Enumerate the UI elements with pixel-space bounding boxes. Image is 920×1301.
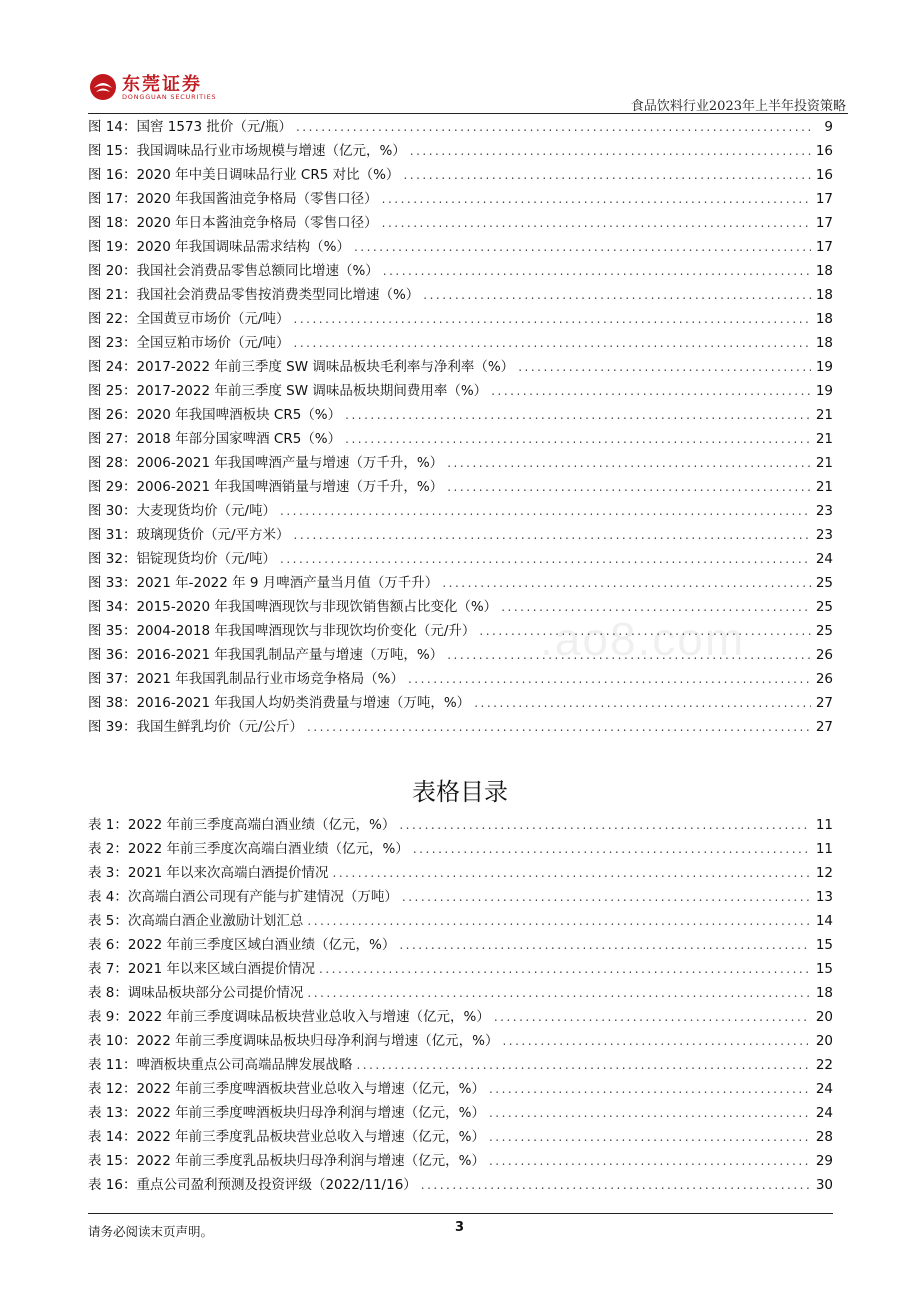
toc-dot-leader xyxy=(294,307,811,331)
toc-dot-leader xyxy=(307,981,811,1005)
toc-entry-label[interactable]: 表 15：2022 年前三季度乳品板块归母净利润与增速（亿元，%） xyxy=(88,1153,485,1169)
toc-dot-leader xyxy=(319,957,811,981)
toc-entry-page[interactable]: 18 xyxy=(815,311,833,327)
tables-toc xyxy=(88,813,833,1197)
footer-divider xyxy=(88,1213,833,1214)
toc-entry-label[interactable]: 表 7：2021 年以来区域白酒提价情况 xyxy=(88,961,316,977)
report-title: 食品饮料行业2023年上半年投资策略 xyxy=(630,99,846,114)
toc-entry-page[interactable]: 23 xyxy=(815,527,833,543)
toc-dot-leader xyxy=(442,571,811,595)
toc-entry-page[interactable]: 18 xyxy=(815,263,833,279)
toc-dot-leader xyxy=(354,235,811,259)
toc-entry-page[interactable]: 16 xyxy=(815,143,833,159)
figure-toc-entry[interactable] xyxy=(88,667,833,691)
toc-entry-label[interactable]: 表 6：2022 年前三季度区域白酒业绩（亿元，%） xyxy=(88,937,396,953)
toc-entry-page[interactable]: 12 xyxy=(815,865,833,881)
toc-entry-page[interactable]: 23 xyxy=(815,503,833,519)
toc-entry-label[interactable]: 图 21：我国社会消费品零售按消费类型同比增速（%） xyxy=(88,287,420,303)
toc-entry-label[interactable]: 表 8：调味品板块部分公司提价情况 xyxy=(88,985,304,1001)
toc-entry-label[interactable]: 图 28：2006-2021 年我国啤酒产量与增速（万千升，%） xyxy=(88,455,444,471)
toc-dot-leader xyxy=(294,331,811,355)
toc-dot-leader xyxy=(382,187,811,211)
footer-disclaimer: 请务必阅读末页声明。 xyxy=(88,1224,214,1239)
toc-entry-label[interactable]: 图 39：我国生鲜乳均价（元/公斤） xyxy=(88,719,304,735)
toc-entry-page[interactable]: 19 xyxy=(815,383,833,399)
table-toc-entry[interactable] xyxy=(88,1149,833,1173)
toc-entry-page[interactable]: 20 xyxy=(815,1009,833,1025)
toc-entry-page[interactable]: 21 xyxy=(815,479,833,495)
toc-entry-label[interactable]: 图 20：我国社会消费品零售总额同比增速（%） xyxy=(88,263,379,279)
toc-entry-label[interactable]: 图 16：2020 年中美日调味品行业 CR5 对比（%） xyxy=(88,167,400,183)
toc-entry-label[interactable]: 图 27：2018 年部分国家啤酒 CR5（%） xyxy=(88,431,342,447)
toc-entry-page[interactable]: 13 xyxy=(815,889,833,905)
toc-entry-page[interactable]: 9 xyxy=(824,119,833,135)
page-header xyxy=(88,68,848,114)
table-toc-entry[interactable] xyxy=(88,1101,833,1125)
toc-entry-page[interactable]: 18 xyxy=(815,287,833,303)
toc-dot-leader xyxy=(403,163,811,187)
toc-entry-page[interactable]: 17 xyxy=(815,239,833,255)
toc-entry-label[interactable]: 表 16：重点公司盈利预测及投资评级（2022/11/16） xyxy=(88,1177,417,1193)
figure-toc-entry[interactable] xyxy=(88,475,833,499)
toc-dot-leader xyxy=(494,1005,811,1029)
toc-entry-label[interactable]: 图 19：2020 年我国调味品需求结构（%） xyxy=(88,239,350,255)
toc-entry-label[interactable]: 表 1：2022 年前三季度高端白酒业绩（亿元，%） xyxy=(88,817,396,833)
toc-entry-label[interactable]: 图 37：2021 年我国乳制品行业市场竞争格局（%） xyxy=(88,671,404,687)
toc-dot-leader xyxy=(333,861,811,885)
logo-emblem-icon xyxy=(88,72,118,102)
toc-entry-label[interactable]: 图 24：2017-2022 年前三季度 SW 调味品板块毛利率与净利率（%） xyxy=(88,359,515,375)
toc-dot-leader xyxy=(447,475,811,499)
toc-entry-label[interactable]: 表 3：2021 年以来次高端白酒提价情况 xyxy=(88,865,329,881)
toc-entry-page[interactable]: 11 xyxy=(815,817,833,833)
toc-entry-label[interactable]: 表 13：2022 年前三季度啤酒板块归母净利润与增速（亿元，%） xyxy=(88,1105,485,1121)
figure-toc-entry[interactable] xyxy=(88,691,833,715)
toc-dot-leader xyxy=(413,837,811,861)
figure-toc-entry[interactable] xyxy=(88,379,833,403)
toc-dot-leader xyxy=(280,547,811,571)
toc-entry-page[interactable]: 26 xyxy=(815,671,833,687)
toc-entry-label[interactable]: 图 33：2021 年-2022 年 9 月啤酒产量当月值（万千升） xyxy=(88,575,439,591)
toc-entry-page[interactable]: 24 xyxy=(815,551,833,567)
toc-dot-leader xyxy=(408,667,811,691)
toc-entry-page[interactable]: 28 xyxy=(815,1129,833,1145)
figure-toc-entry[interactable] xyxy=(88,187,833,211)
toc-entry-label[interactable]: 图 38：2016-2021 年我国人均奶类消费量与增速（万吨，%） xyxy=(88,695,471,711)
figure-toc-entry[interactable] xyxy=(88,571,833,595)
figure-toc-entry[interactable] xyxy=(88,715,833,739)
toc-dot-leader xyxy=(280,499,811,523)
toc-dot-leader xyxy=(489,1149,811,1173)
figure-toc-entry[interactable] xyxy=(88,331,833,355)
figure-toc-entry[interactable] xyxy=(88,211,833,235)
toc-entry-page[interactable]: 29 xyxy=(815,1153,833,1169)
toc-dot-leader xyxy=(399,813,811,837)
toc-entry-page[interactable]: 22 xyxy=(815,1057,833,1073)
toc-entry-label[interactable]: 表 4：次高端白酒公司现有产能与扩建情况（万吨） xyxy=(88,889,398,905)
toc-entry-label[interactable]: 图 29：2006-2021 年我国啤酒销量与增速（万千升，%） xyxy=(88,479,444,495)
toc-entry-label[interactable]: 图 32：铝锭现货均价（元/吨） xyxy=(88,551,277,567)
toc-entry-page[interactable]: 20 xyxy=(815,1033,833,1049)
toc-entry-page[interactable]: 26 xyxy=(815,647,833,663)
toc-entry-label[interactable]: 图 30：大麦现货均价（元/吨） xyxy=(88,503,277,519)
table-toc-entry[interactable] xyxy=(88,885,833,909)
toc-entry-page[interactable]: 14 xyxy=(815,913,833,929)
toc-entry-page[interactable]: 27 xyxy=(815,719,833,735)
toc-entry-page[interactable]: 27 xyxy=(815,695,833,711)
toc-dot-leader xyxy=(307,715,811,739)
toc-entry-label[interactable]: 图 15：我国调味品行业市场规模与增速（亿元，%） xyxy=(88,143,406,159)
toc-dot-leader xyxy=(474,691,811,715)
toc-dot-leader xyxy=(489,1125,811,1149)
toc-dot-leader xyxy=(489,1077,811,1101)
toc-dot-leader xyxy=(491,379,811,403)
toc-dot-leader xyxy=(447,451,811,475)
toc-entry-label[interactable]: 图 23：全国豆粕市场价（元/吨） xyxy=(88,335,290,351)
toc-entry-page[interactable]: 24 xyxy=(815,1081,833,1097)
header-divider xyxy=(88,113,848,114)
watermark: .ao8.com xyxy=(540,613,746,665)
table-toc-entry[interactable] xyxy=(88,981,833,1005)
toc-dot-leader xyxy=(294,523,811,547)
figure-toc-entry[interactable] xyxy=(88,355,833,379)
table-toc-entry[interactable] xyxy=(88,1125,833,1149)
table-toc-entry[interactable] xyxy=(88,1077,833,1101)
toc-entry-label[interactable]: 图 22：全国黄豆市场价（元/吨） xyxy=(88,311,290,327)
figure-toc-entry[interactable] xyxy=(88,547,833,571)
toc-entry-label[interactable]: 图 17：2020 年我国酱油竞争格局（零售口径） xyxy=(88,191,378,207)
toc-dot-leader xyxy=(399,933,811,957)
toc-dot-leader xyxy=(345,403,811,427)
toc-entry-label[interactable]: 表 5：次高端白酒企业激励计划汇总 xyxy=(88,913,304,929)
toc-dot-leader xyxy=(382,211,811,235)
table-toc-entry[interactable] xyxy=(88,957,833,981)
figure-toc-entry[interactable] xyxy=(88,499,833,523)
table-toc-entry[interactable] xyxy=(88,1173,833,1197)
toc-entry-label[interactable]: 表 9：2022 年前三季度调味品板块营业总收入与增速（亿元，%） xyxy=(88,1009,490,1025)
toc-entry-page[interactable]: 30 xyxy=(815,1177,833,1193)
toc-dot-leader xyxy=(421,1173,811,1197)
table-toc-entry[interactable] xyxy=(88,933,833,957)
toc-dot-leader xyxy=(383,259,811,283)
toc-entry-label[interactable]: 图 14：国窖 1573 批价（元/瓶） xyxy=(88,119,292,135)
toc-dot-leader xyxy=(296,115,811,139)
toc-entry-page[interactable]: 21 xyxy=(815,455,833,471)
figure-toc-entry[interactable] xyxy=(88,427,833,451)
toc-entry-page[interactable]: 15 xyxy=(815,961,833,977)
toc-entry-page[interactable]: 18 xyxy=(815,335,833,351)
figure-toc-entry[interactable] xyxy=(88,115,833,139)
figure-toc-entry[interactable] xyxy=(88,235,833,259)
table-toc-entry[interactable] xyxy=(88,837,833,861)
figure-toc-entry[interactable] xyxy=(88,283,833,307)
toc-dot-leader xyxy=(489,1101,811,1125)
toc-entry-label[interactable]: 图 31：玻璃现货价（元/平方米） xyxy=(88,527,290,543)
toc-entry-page[interactable]: 18 xyxy=(815,985,833,1001)
table-toc-entry[interactable] xyxy=(88,813,833,837)
toc-entry-page[interactable]: 17 xyxy=(815,215,833,231)
toc-entry-label[interactable]: 图 25：2017-2022 年前三季度 SW 调味品板块期间费用率（%） xyxy=(88,383,488,399)
figure-toc-entry[interactable] xyxy=(88,451,833,475)
toc-entry-label[interactable]: 图 26：2020 年我国啤酒板块 CR5（%） xyxy=(88,407,342,423)
toc-entry-page[interactable]: 17 xyxy=(815,191,833,207)
table-toc-entry[interactable] xyxy=(88,909,833,933)
figure-toc-entry[interactable] xyxy=(88,163,833,187)
page-number: 3 xyxy=(455,1220,465,1235)
toc-dot-leader xyxy=(402,885,811,909)
toc-entry-page[interactable]: 11 xyxy=(815,841,833,857)
table-toc-entry[interactable] xyxy=(88,1029,833,1053)
toc-entry-label[interactable]: 图 34：2015-2020 年我国啤酒现饮与非现饮销售额占比变化（%） xyxy=(88,599,498,615)
toc-dot-leader xyxy=(502,1029,811,1053)
toc-dot-leader xyxy=(307,909,811,933)
toc-entry-page[interactable]: 19 xyxy=(815,359,833,375)
tables-toc-title: 表格目录 xyxy=(412,778,508,806)
toc-entry-label[interactable]: 表 10：2022 年前三季度调味品板块归母净利润与增速（亿元，%） xyxy=(88,1033,499,1049)
toc-entry-page[interactable]: 15 xyxy=(815,937,833,953)
toc-entry-label[interactable]: 图 36：2016-2021 年我国乳制品产量与增速（万吨，%） xyxy=(88,647,444,663)
toc-entry-label[interactable]: 表 11：啤酒板块重点公司高端品牌发展战略 xyxy=(88,1057,353,1073)
logo-text-cn: 东莞证券 xyxy=(122,74,202,95)
toc-dot-leader xyxy=(423,283,811,307)
toc-dot-leader xyxy=(345,427,811,451)
figure-toc-entry[interactable] xyxy=(88,403,833,427)
table-toc-entry[interactable] xyxy=(88,861,833,885)
figure-toc-entry[interactable] xyxy=(88,307,833,331)
toc-entry-page[interactable]: 25 xyxy=(815,575,833,591)
toc-entry-label[interactable]: 表 2：2022 年前三季度次高端白酒业绩（亿元，%） xyxy=(88,841,409,857)
toc-dot-leader xyxy=(410,139,811,163)
toc-dot-leader xyxy=(518,355,811,379)
figure-toc-entry[interactable] xyxy=(88,139,833,163)
figure-toc-entry[interactable] xyxy=(88,259,833,283)
figure-toc-entry[interactable] xyxy=(88,523,833,547)
toc-entry-page[interactable]: 24 xyxy=(815,1105,833,1121)
toc-entry-label[interactable]: 表 14：2022 年前三季度乳品板块营业总收入与增速（亿元，%） xyxy=(88,1129,485,1145)
toc-entry-label[interactable]: 图 18：2020 年日本酱油竞争格局（零售口径） xyxy=(88,215,378,231)
toc-entry-page[interactable]: 16 xyxy=(815,167,833,183)
toc-entry-page[interactable]: 21 xyxy=(815,407,833,423)
toc-entry-page[interactable]: 21 xyxy=(815,431,833,447)
table-toc-entry[interactable] xyxy=(88,1005,833,1029)
toc-entry-label[interactable]: 表 12：2022 年前三季度啤酒板块营业总收入与增速（亿元，%） xyxy=(88,1081,485,1097)
table-toc-entry[interactable] xyxy=(88,1053,833,1077)
logo-text-en: DONGGUAN SECURITIES xyxy=(122,93,217,101)
toc-entry-page[interactable]: 25 xyxy=(815,623,833,639)
toc-entry-page[interactable]: 25 xyxy=(815,599,833,615)
toc-dot-leader xyxy=(356,1053,811,1077)
toc-entry-label[interactable]: 图 35：2004-2018 年我国啤酒现饮与非现饮均价变化（元/升） xyxy=(88,623,476,639)
